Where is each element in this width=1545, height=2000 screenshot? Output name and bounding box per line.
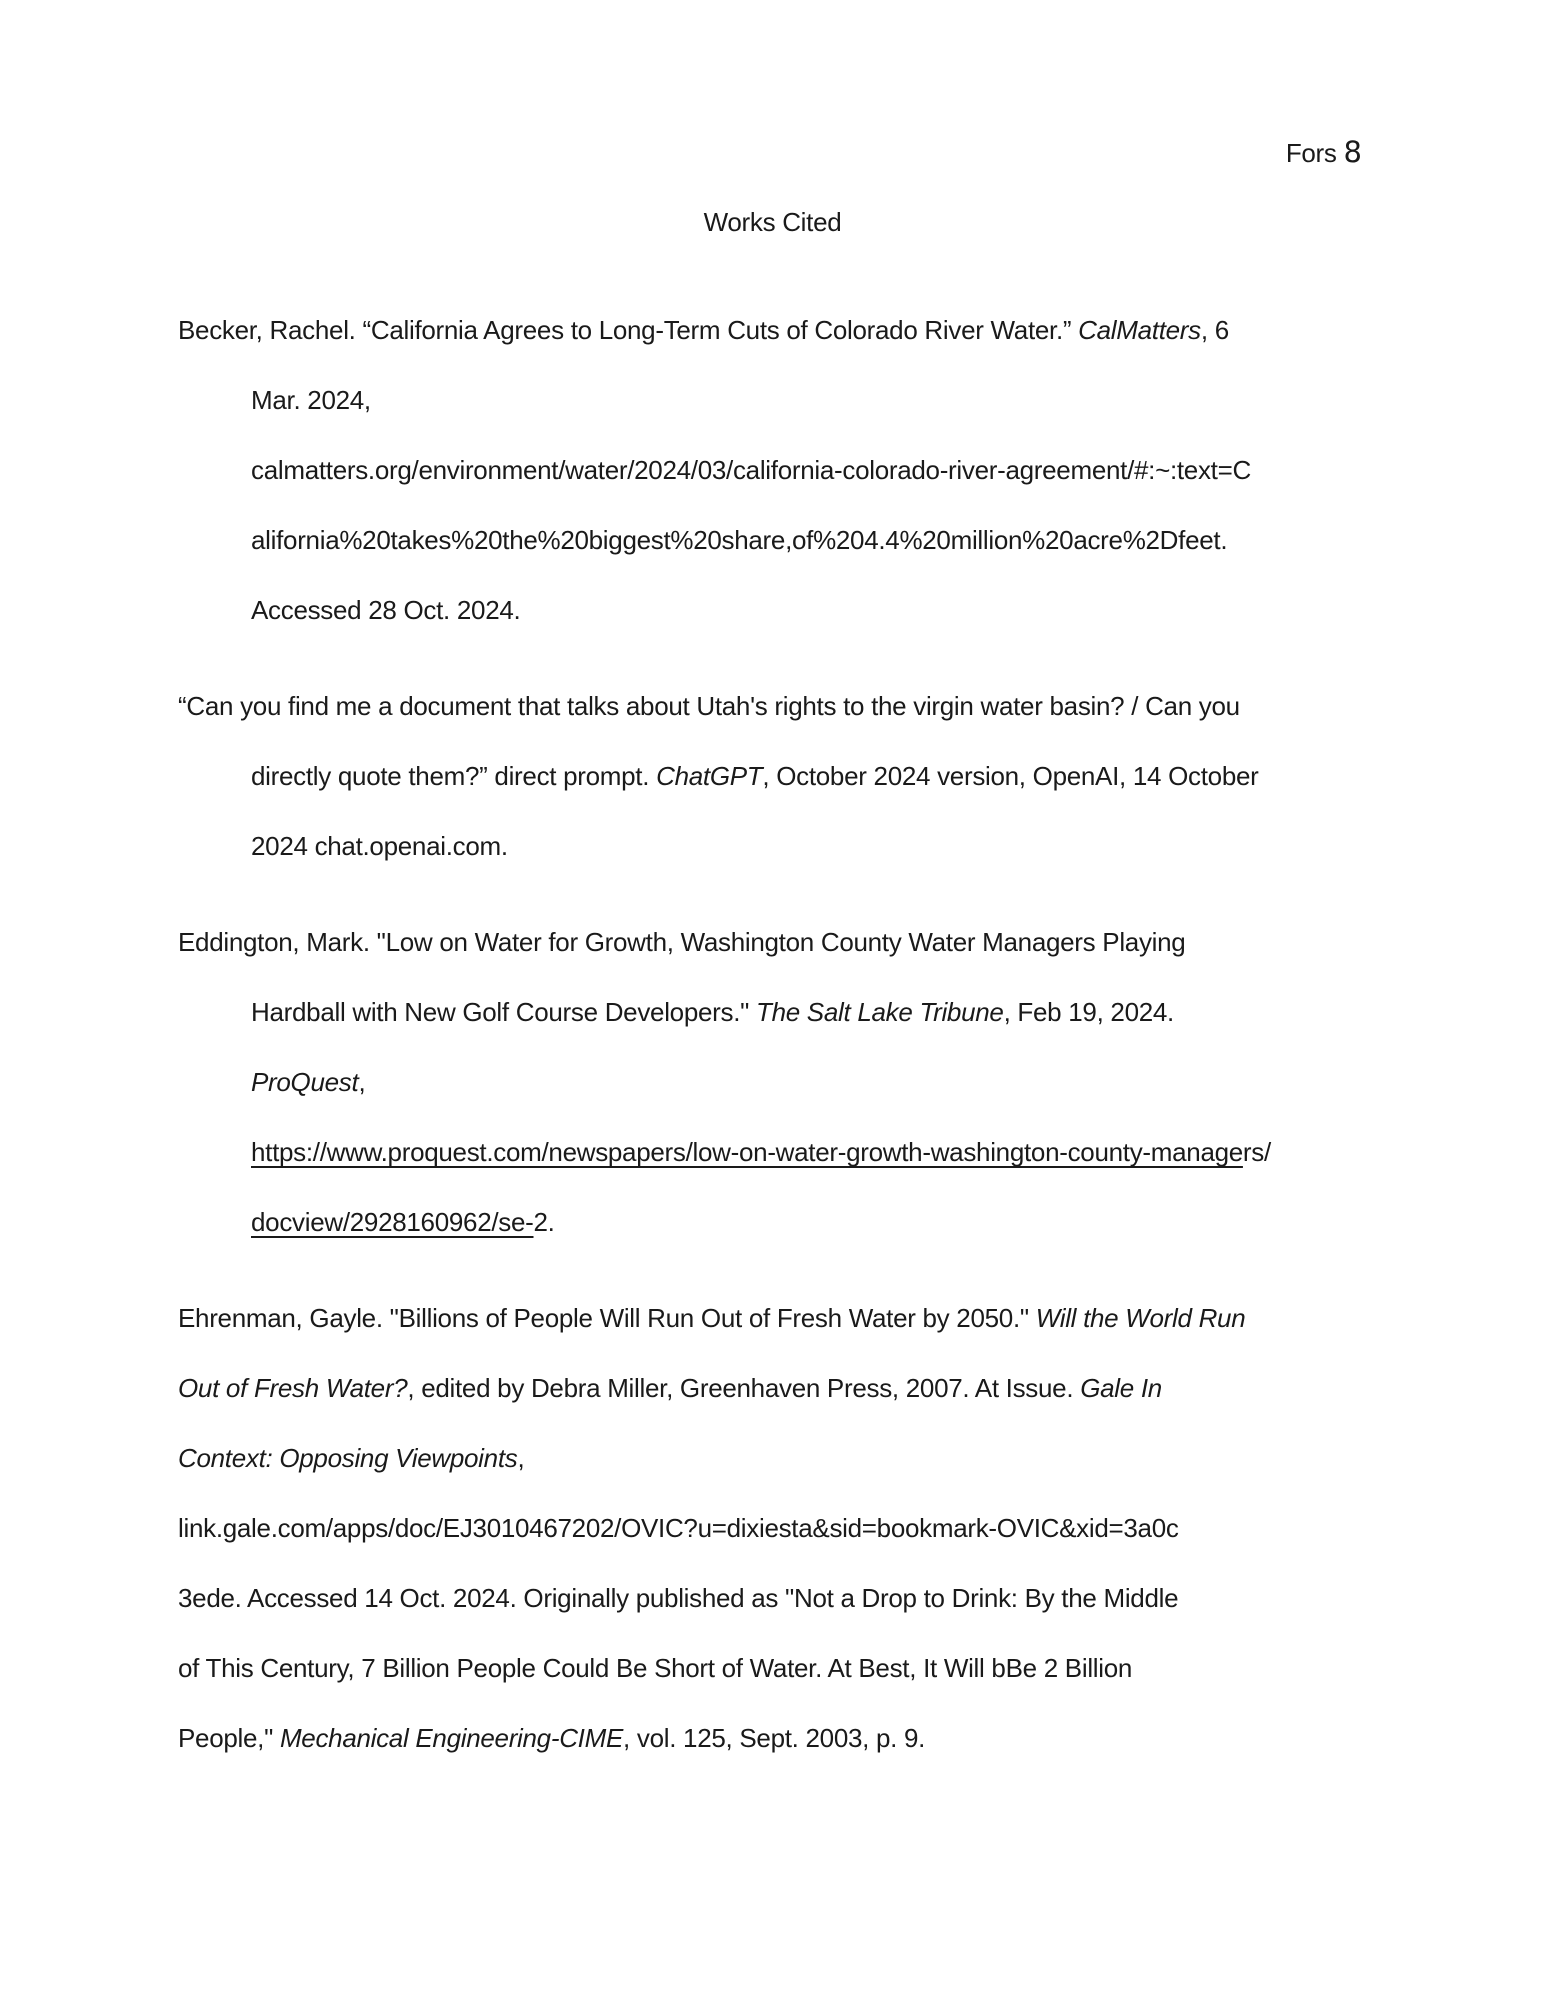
citation-line bbox=[178, 907, 1428, 977]
citation-text: “Can you find me a document that talks about Utah's rights to the virgin water basin? / Can you bbox=[178, 691, 1240, 721]
citation-line bbox=[178, 977, 1428, 1047]
citation-line bbox=[178, 575, 1428, 645]
citation-entry bbox=[178, 295, 1428, 645]
citation-line bbox=[178, 741, 1428, 811]
citation-line bbox=[178, 1423, 1428, 1493]
citation-text: , edited by Debra Miller, Greenhaven Press, 2007. At Issue. bbox=[407, 1373, 1081, 1403]
citation-text: , October 2024 version, OpenAI, 14 October bbox=[762, 761, 1259, 791]
citation-line bbox=[178, 1493, 1428, 1563]
citation-entry bbox=[178, 907, 1428, 1257]
citation-text: Becker, Rachel. “California Agrees to Long-Term Cuts of Colorado River Water.” bbox=[178, 315, 1079, 345]
italic-publication-text: The Salt Lake Tribune bbox=[755, 997, 1004, 1027]
italic-publication-text: ProQuest bbox=[251, 1067, 359, 1097]
italic-publication-text: ChatGPT bbox=[656, 761, 763, 791]
citation-link[interactable]: docview/2928160962/se- bbox=[251, 1207, 534, 1237]
citation-line bbox=[178, 435, 1428, 505]
citation-text: , bbox=[358, 1067, 366, 1097]
citation-line bbox=[178, 1117, 1428, 1187]
citation-text: directly quote them?” direct prompt. bbox=[251, 761, 657, 791]
running-header bbox=[1286, 135, 1362, 169]
italic-publication-text: Mechanical Engineering-CIME bbox=[279, 1723, 624, 1753]
citation-line bbox=[178, 1283, 1428, 1353]
header-author-name: Fors bbox=[1285, 138, 1344, 168]
italic-publication-text: Context: Opposing Viewpoints bbox=[178, 1443, 518, 1473]
citation-line bbox=[178, 671, 1428, 741]
citation-entry bbox=[178, 671, 1428, 881]
citation-text: People," bbox=[178, 1723, 280, 1753]
citation-text: , bbox=[517, 1443, 525, 1473]
italic-publication-text: Gale In bbox=[1080, 1373, 1162, 1403]
citation-text: 3ede. Accessed 14 Oct. 2024. Originally published as "Not a Drop to Drink: By the Middle bbox=[178, 1583, 1179, 1613]
citation-text: Ehrenman, Gayle. "Billions of People Will Run Out of Fresh Water by 2050." bbox=[178, 1303, 1036, 1333]
header-page-number: 8 bbox=[1343, 135, 1362, 169]
citation-line bbox=[178, 295, 1428, 365]
citation-line bbox=[178, 1703, 1428, 1773]
citation-text: Accessed 28 Oct. 2024. bbox=[251, 595, 521, 625]
italic-publication-text: CalMatters bbox=[1078, 315, 1201, 345]
citation-line bbox=[178, 365, 1428, 435]
citation-line bbox=[178, 1563, 1428, 1633]
citation-line bbox=[178, 505, 1428, 575]
citation-text: , vol. 125, Sept. 2003, p. 9. bbox=[623, 1723, 926, 1753]
citation-line bbox=[178, 1353, 1428, 1423]
citation-line bbox=[178, 1633, 1428, 1703]
citation-line bbox=[178, 811, 1428, 881]
italic-publication-text: Out of Fresh Water? bbox=[178, 1373, 408, 1403]
citation-text: rs/ bbox=[1242, 1137, 1271, 1167]
citation-text: 2. bbox=[533, 1207, 555, 1237]
citation-text: alifornia%20takes%20the%20biggest%20share,of%204.4%20million%20acre%2Dfeet. bbox=[251, 525, 1228, 555]
citation-line bbox=[178, 1187, 1428, 1257]
citation-text: , Feb 19, 2024. bbox=[1003, 997, 1174, 1027]
citation-text: calmatters.org/environment/water/2024/03/california-colorado-river-agreement/#:~:text=C bbox=[251, 455, 1251, 485]
italic-publication-text: Will the World Run bbox=[1035, 1303, 1246, 1333]
citation-line bbox=[178, 1047, 1428, 1117]
citation-text: of This Century, 7 Billion People Could Be Short of Water. At Best, It Will bBe 2 Billion bbox=[178, 1653, 1133, 1683]
citation-text: Hardball with New Golf Course Developers." bbox=[251, 997, 756, 1027]
citation-list bbox=[178, 295, 1428, 1799]
citation-text: 2024 chat.openai.com. bbox=[251, 831, 508, 861]
citation-entry bbox=[178, 1283, 1428, 1773]
citation-text: Mar. 2024, bbox=[251, 385, 371, 415]
citation-text: , 6 bbox=[1200, 315, 1229, 345]
citation-text: link.gale.com/apps/doc/EJ3010467202/OVIC?u=dixiesta&sid=bookmark-OVIC&xid=3a0c bbox=[178, 1513, 1179, 1543]
page-title: Works Cited bbox=[703, 207, 842, 237]
citation-text: Eddington, Mark. "Low on Water for Growth, Washington County Water Managers Playing bbox=[178, 927, 1186, 957]
citation-link[interactable]: https://www.proquest.com/newspapers/low-on-water-growth-washington-county-manage bbox=[251, 1137, 1243, 1167]
